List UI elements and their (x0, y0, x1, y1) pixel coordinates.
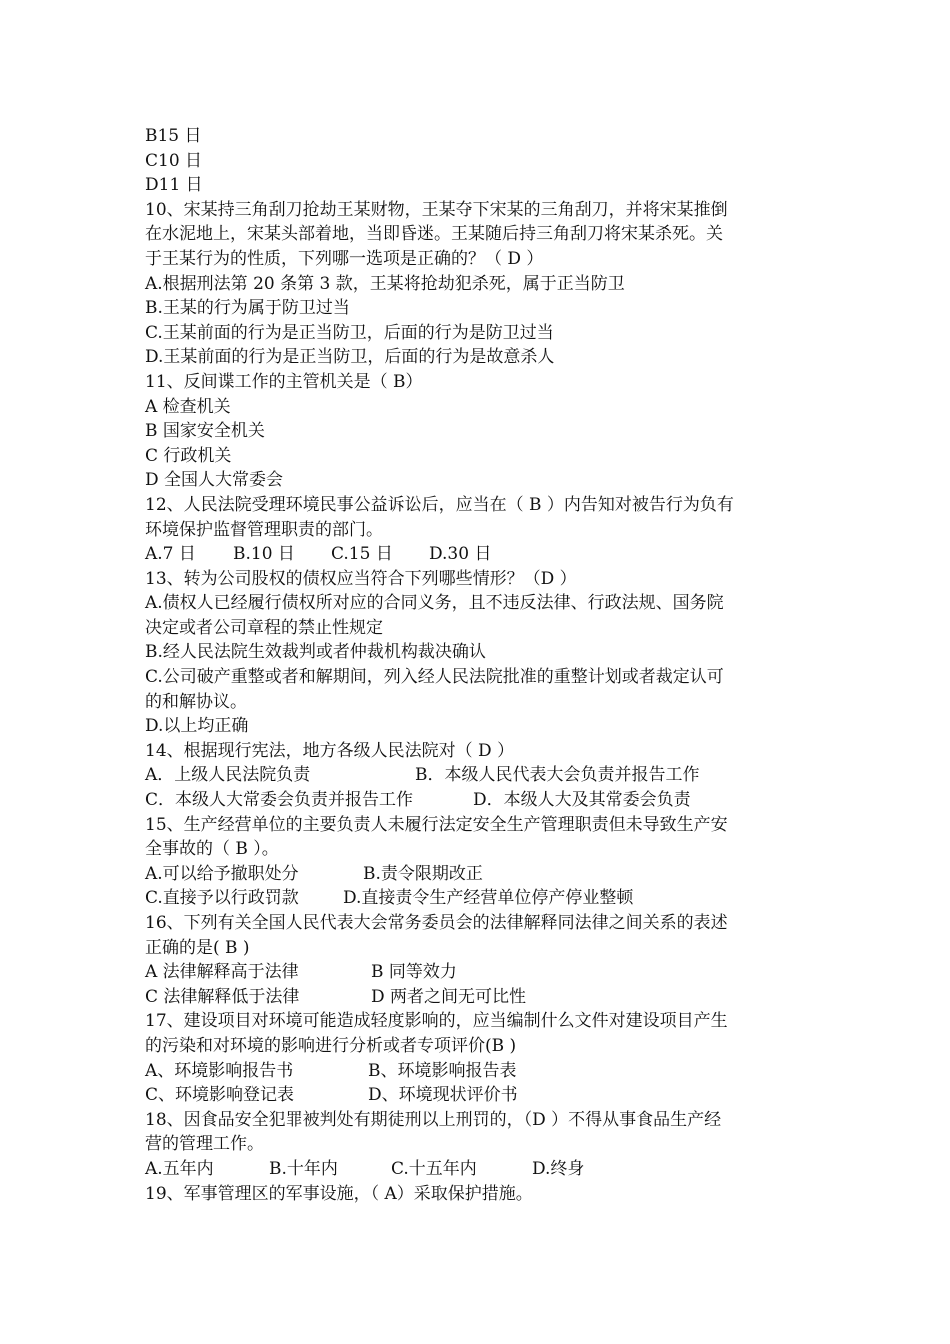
question-14-options (145, 788, 810, 813)
option-line: B 国家安全机关 (145, 421, 265, 442)
option-line: B15 日 (145, 126, 202, 146)
option-d: D．本级人大及其常委会负责 (473, 790, 691, 811)
question-12-options (145, 542, 810, 567)
question-14-text: 14、根据现行宪法，地方各级人民法院对（ D ） (145, 740, 515, 761)
question-10-text: 于王某行为的性质，下列哪一选项是正确的？（ D ） (145, 248, 544, 269)
option-a: A 法律解释高于法律 (145, 962, 299, 983)
option-b: B.10 日 (233, 544, 295, 565)
option-d: D、环境现状评价书 (368, 1085, 518, 1106)
option-c: C.直接予以行政罚款 (145, 888, 299, 909)
option-line: A.根据刑法第 20 条第 3 款，王某将抢劫犯杀死，属于正当防卫 (145, 273, 625, 294)
question-10-text: 10、宋某持三角刮刀抢劫王某财物，王某夺下宋某的三角刮刀，并将宋某推倒 (145, 199, 728, 220)
option-line: A 检查机关 (145, 396, 231, 417)
option-c: C.15 日 (331, 544, 393, 565)
option-a: A.五年内 (145, 1158, 214, 1179)
option-c: C、环境影响登记表 (145, 1085, 295, 1106)
option-line: B.王某的行为属于防卫过当 (145, 298, 350, 319)
document-body (145, 124, 810, 1206)
option-b: B、环境影响报告表 (368, 1060, 517, 1081)
question-16-options (145, 960, 810, 985)
question-16-options (145, 985, 810, 1010)
question-15-options (145, 862, 810, 887)
option-a: A.可以给予撤职处分 (145, 863, 299, 884)
option-line: C10 日 (145, 150, 203, 171)
option-b: B 同等效力 (371, 962, 457, 983)
option-line: D.王某前面的行为是正当防卫，后面的行为是故意杀人 (145, 347, 555, 368)
option-line: 的和解协议。 (145, 691, 247, 712)
question-11-text: 11、反间谍工作的主管机关是（ B） (145, 371, 423, 392)
option-d: D.直接责令生产经营单位停产停业整顿 (343, 888, 634, 909)
option-b: B.十年内 (269, 1158, 338, 1179)
question-19-text: 19、军事管理区的军事设施，（ A）采取保护措施。 (145, 1183, 533, 1204)
question-17-text: 的污染和对环境的影响进行分析或者专项评价(B ) (145, 1035, 517, 1056)
question-15-text: 15、生产经营单位的主要负责人未履行法定安全生产管理职责但未导致生产安 (145, 814, 728, 835)
option-line: D11 日 (145, 175, 203, 196)
option-line: A.债权人已经履行债权所对应的合同义务，且不违反法律、行政法规、国务院 (145, 593, 724, 614)
option-line: C.王某前面的行为是正当防卫，后面的行为是防卫过当 (145, 322, 554, 343)
option-a: A.7 日 (145, 544, 196, 565)
option-line: C.公司破产重整或者和解期间，列入经人民法院批准的重整计划或者裁定认可 (145, 667, 724, 688)
option-c: C．本级人大常委会负责并报告工作 (145, 790, 414, 811)
option-line: 决定或者公司章程的禁止性规定 (145, 617, 383, 638)
option-line: B.经人民法院生效裁判或者仲裁机构裁决确认 (145, 642, 486, 663)
question-12-text: 12、人民法院受理环境民事公益诉讼后，应当在（ B ）内告知对被告行为负有 (145, 494, 734, 515)
option-line: D.以上均正确 (145, 716, 249, 737)
question-15-text: 全事故的（ B ）。 (145, 839, 279, 860)
option-c: C.十五年内 (391, 1158, 477, 1179)
question-17-text: 17、建设项目对环境可能造成轻度影响的，应当编制什么文件对建设项目产生 (145, 1011, 728, 1032)
option-d: D.30 日 (429, 544, 492, 565)
option-b: B.责令限期改正 (363, 863, 483, 884)
question-15-options (145, 886, 810, 911)
option-d: D 两者之间无可比性 (371, 986, 527, 1007)
question-18-text: 18、因食品安全犯罪被判处有期徒刑以上刑罚的，（D ）不得从事食品生产经 (145, 1109, 722, 1130)
option-line: C 行政机关 (145, 445, 232, 466)
question-17-options (145, 1083, 810, 1108)
question-12-text: 环境保护监督管理职责的部门。 (145, 519, 383, 540)
option-b: B．本级人民代表大会负责并报告工作 (415, 765, 700, 786)
option-a: A、环境影响报告书 (145, 1060, 294, 1081)
question-16-text: 16、下列有关全国人民代表大会常务委员会的法律解释同法律之间关系的表述 (145, 913, 728, 933)
option-line: D 全国人大常委会 (145, 470, 284, 491)
question-13-text: 13、转为公司股权的债权应当符合下列哪些情形？（D ） (145, 568, 577, 589)
question-10-text: 在水泥地上，宋某头部着地，当即昏迷。王某随后持三角刮刀将宋某杀死。关 (145, 224, 723, 245)
option-a: A．上级人民法院负责 (145, 765, 311, 786)
question-16-text: 正确的是( B ) (145, 937, 250, 958)
question-17-options (145, 1059, 810, 1084)
question-18-options (145, 1157, 810, 1182)
option-d: D.终身 (532, 1158, 585, 1179)
question-14-options (145, 763, 810, 788)
question-18-text: 营的管理工作。 (145, 1134, 264, 1155)
option-c: C 法律解释低于法律 (145, 986, 300, 1007)
